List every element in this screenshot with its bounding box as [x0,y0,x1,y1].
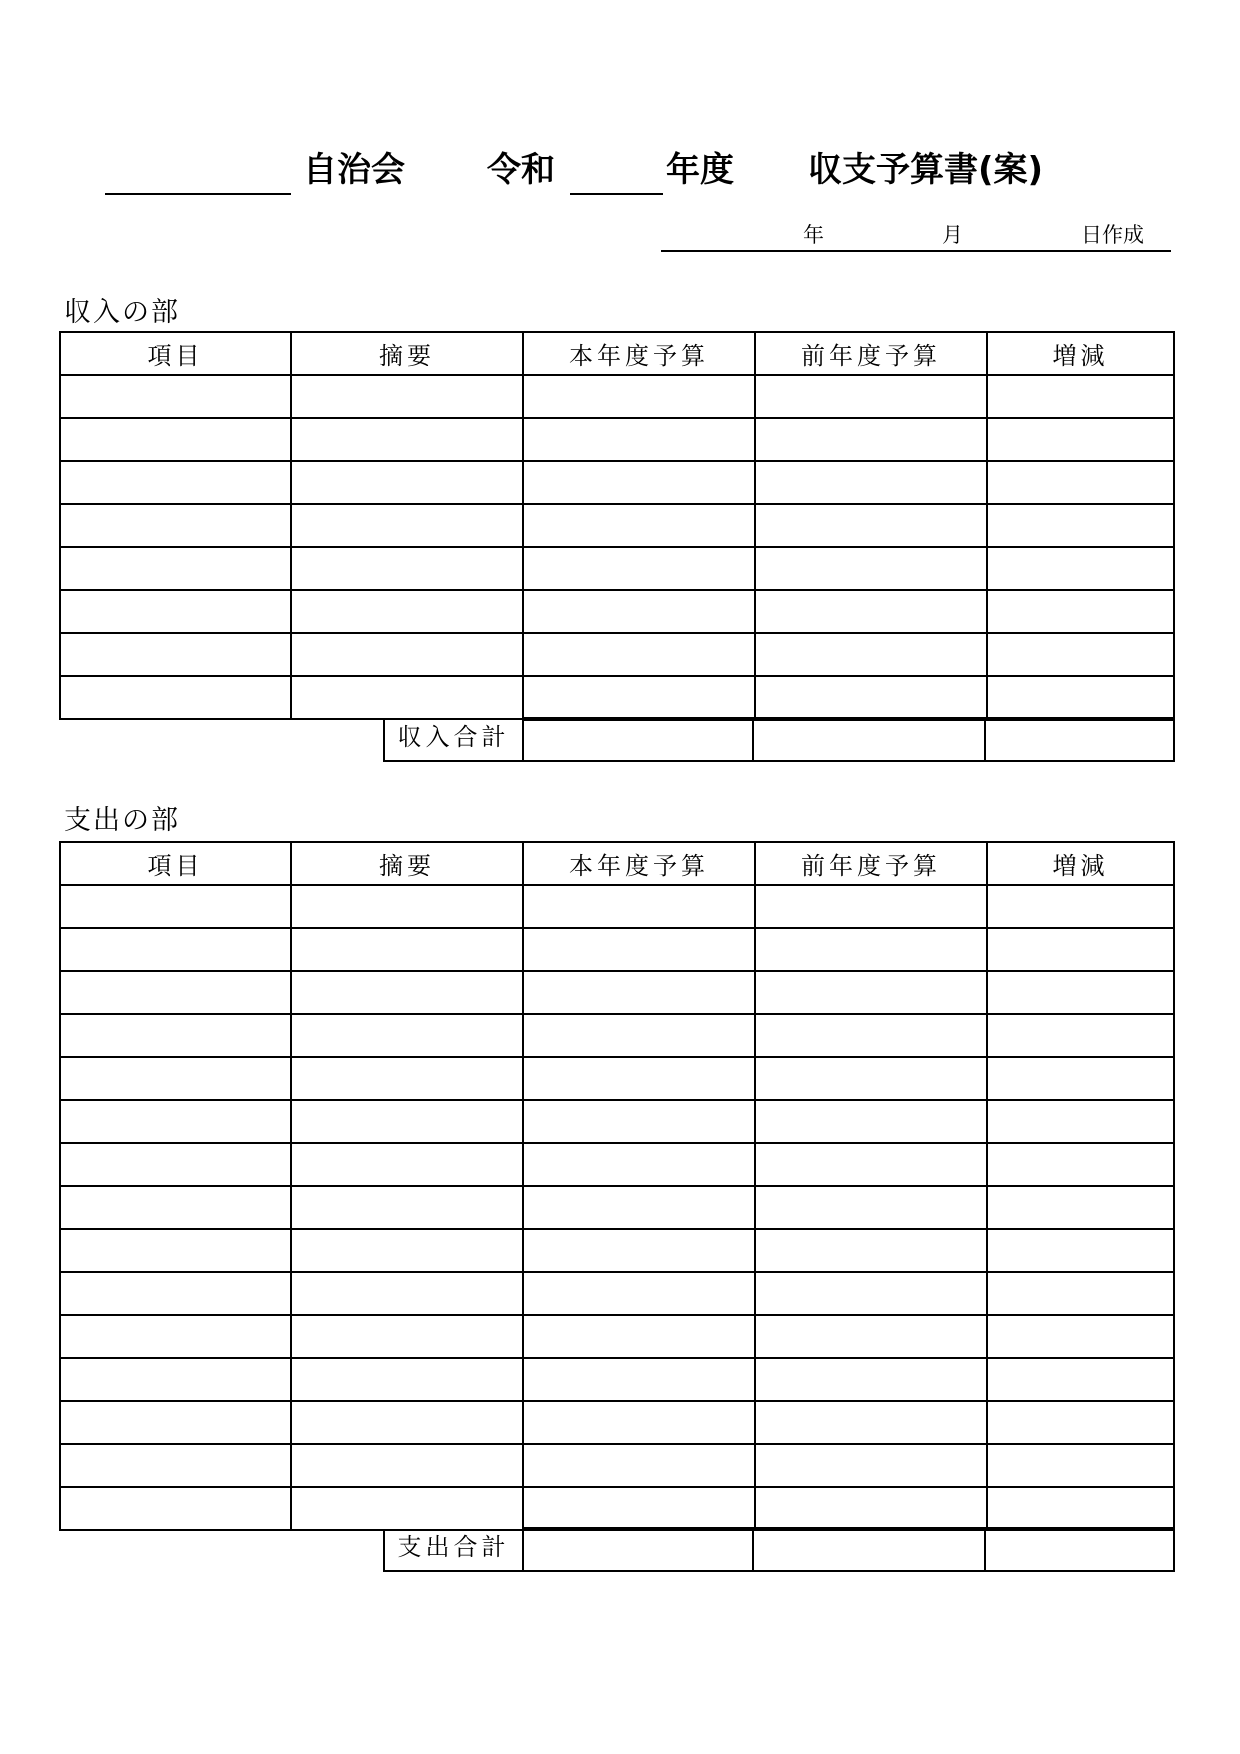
cell-change[interactable] [987,676,1174,719]
cell-current-budget[interactable] [523,1272,755,1315]
cell-item[interactable] [60,676,291,719]
cell-summary[interactable] [291,1358,523,1401]
table-row [60,633,1174,676]
col-header-previous-budget: 前年度予算 [755,842,987,885]
cell-item[interactable] [60,1057,291,1100]
cell-previous-budget[interactable] [755,461,987,504]
expense-total-row [383,1529,1175,1572]
table-row [60,1057,1174,1100]
cell-current-budget[interactable] [523,1487,755,1530]
cell-previous-budget[interactable] [755,676,987,719]
cell-summary[interactable] [291,375,523,418]
expense-total-label: 支出合計 [383,1529,522,1572]
cell-previous-budget[interactable] [755,885,987,928]
cell-summary[interactable] [291,418,523,461]
cell-current-budget[interactable] [523,461,755,504]
expense-heading: 支出の部 [64,805,180,836]
date-month-label: 月 [942,223,963,247]
title-doc-name: 収支予算書(案) [808,150,1044,190]
cell-item[interactable] [60,928,291,971]
cell-previous-budget[interactable] [755,1057,987,1100]
table-row [60,1401,1174,1444]
title-year-suffix: 年度 [666,150,734,190]
col-header-item: 項目 [60,332,291,375]
income-total-previous[interactable] [754,719,986,762]
cell-item[interactable] [60,971,291,1014]
table-row [60,1487,1174,1530]
cell-summary[interactable] [291,1272,523,1315]
cell-current-budget[interactable] [523,1143,755,1186]
col-header-current-budget: 本年度予算 [523,842,755,885]
date-created-label: 日作成 [1081,223,1144,247]
cell-current-budget[interactable] [523,547,755,590]
cell-current-budget[interactable] [523,1358,755,1401]
cell-change[interactable] [987,1487,1174,1530]
col-header-change: 増減 [987,842,1174,885]
cell-current-budget[interactable] [523,1057,755,1100]
cell-current-budget[interactable] [523,1229,755,1272]
cell-item[interactable] [60,1143,291,1186]
table-row [60,971,1174,1014]
cell-previous-budget[interactable] [755,1272,987,1315]
cell-change[interactable] [987,1143,1174,1186]
cell-summary[interactable] [291,1057,523,1100]
table-row [60,928,1174,971]
cell-change[interactable] [987,1444,1174,1487]
cell-item[interactable] [60,1358,291,1401]
cell-change[interactable] [987,1272,1174,1315]
table-row [60,547,1174,590]
cell-previous-budget[interactable] [755,928,987,971]
cell-current-budget[interactable] [523,504,755,547]
cell-current-budget[interactable] [523,418,755,461]
cell-summary[interactable] [291,1487,523,1530]
table-row [60,1143,1174,1186]
cell-summary[interactable] [291,1401,523,1444]
cell-previous-budget[interactable] [755,504,987,547]
org-name-blank[interactable] [105,193,291,195]
cell-current-budget[interactable] [523,1014,755,1057]
cell-previous-budget[interactable] [755,633,987,676]
cell-change[interactable] [987,418,1174,461]
cell-summary[interactable] [291,590,523,633]
cell-current-budget[interactable] [523,971,755,1014]
cell-change[interactable] [987,1014,1174,1057]
col-header-previous-budget: 前年度予算 [755,332,987,375]
cell-item[interactable] [60,1401,291,1444]
table-row [60,418,1174,461]
cell-summary[interactable] [291,504,523,547]
table-row [60,1272,1174,1315]
cell-item[interactable] [60,1444,291,1487]
cell-summary[interactable] [291,928,523,971]
cell-previous-budget[interactable] [755,1014,987,1057]
income-total-label: 収入合計 [383,719,522,762]
income-total-row [383,719,1175,762]
table-row [60,1315,1174,1358]
cell-item[interactable] [60,1100,291,1143]
cell-change[interactable] [987,375,1174,418]
cell-summary[interactable] [291,1143,523,1186]
cell-current-budget[interactable] [523,375,755,418]
cell-previous-budget[interactable] [755,971,987,1014]
cell-item[interactable] [60,1315,291,1358]
income-heading: 収入の部 [64,297,180,328]
cell-previous-budget[interactable] [755,1487,987,1530]
table-row [60,1444,1174,1487]
cell-current-budget[interactable] [523,928,755,971]
cell-item[interactable] [60,375,291,418]
col-header-summary: 摘要 [291,842,523,885]
cell-change[interactable] [987,1315,1174,1358]
cell-summary[interactable] [291,633,523,676]
expense-total-change[interactable] [986,1529,1175,1572]
date-underline[interactable] [661,250,1171,252]
table-row [60,504,1174,547]
year-blank[interactable] [570,193,663,195]
cell-previous-budget[interactable] [755,1143,987,1186]
table-row [60,1186,1174,1229]
cell-change[interactable] [987,547,1174,590]
cell-summary[interactable] [291,1444,523,1487]
title-org-suffix: 自治会 [303,150,405,190]
cell-item[interactable] [60,1014,291,1057]
cell-item[interactable] [60,1229,291,1272]
table-row [60,1100,1174,1143]
title-era: 令和 [487,150,555,190]
cell-change[interactable] [987,1401,1174,1444]
cell-summary[interactable] [291,1186,523,1229]
expense-total-previous[interactable] [754,1529,986,1572]
cell-previous-budget[interactable] [755,418,987,461]
cell-previous-budget[interactable] [755,590,987,633]
date-year-label: 年 [803,223,824,247]
cell-change[interactable] [987,928,1174,971]
expense-table [59,841,1175,1531]
cell-summary[interactable] [291,1229,523,1272]
table-row [60,885,1174,928]
cell-current-budget[interactable] [523,633,755,676]
cell-previous-budget[interactable] [755,1358,987,1401]
cell-item[interactable] [60,633,291,676]
expense-header-row [60,842,1174,885]
income-total-change[interactable] [986,719,1175,762]
cell-current-budget[interactable] [523,590,755,633]
cell-item[interactable] [60,461,291,504]
cell-item[interactable] [60,1186,291,1229]
cell-current-budget[interactable] [523,1444,755,1487]
cell-previous-budget[interactable] [755,1444,987,1487]
table-row [60,590,1174,633]
cell-current-budget[interactable] [523,676,755,719]
cell-change[interactable] [987,461,1174,504]
cell-current-budget[interactable] [523,1315,755,1358]
cell-item[interactable] [60,1272,291,1315]
cell-item[interactable] [60,418,291,461]
cell-change[interactable] [987,1186,1174,1229]
table-row [60,1229,1174,1272]
cell-current-budget[interactable] [523,885,755,928]
table-row [60,676,1174,719]
cell-summary[interactable] [291,971,523,1014]
col-header-summary: 摘要 [291,332,523,375]
income-header-row [60,332,1174,375]
cell-item[interactable] [60,504,291,547]
cell-change[interactable] [987,1100,1174,1143]
col-header-item: 項目 [60,842,291,885]
cell-summary[interactable] [291,1014,523,1057]
cell-previous-budget[interactable] [755,375,987,418]
cell-change[interactable] [987,971,1174,1014]
cell-change[interactable] [987,1229,1174,1272]
expense-total-current[interactable] [522,1529,754,1572]
table-row [60,461,1174,504]
cell-item[interactable] [60,1487,291,1530]
cell-current-budget[interactable] [523,1186,755,1229]
cell-change[interactable] [987,885,1174,928]
cell-summary[interactable] [291,676,523,719]
table-row [60,375,1174,418]
cell-current-budget[interactable] [523,1401,755,1444]
cell-previous-budget[interactable] [755,1401,987,1444]
income-total-current[interactable] [522,719,754,762]
cell-summary[interactable] [291,461,523,504]
cell-item[interactable] [60,590,291,633]
cell-change[interactable] [987,504,1174,547]
cell-previous-budget[interactable] [755,1100,987,1143]
col-header-change: 増減 [987,332,1174,375]
cell-change[interactable] [987,633,1174,676]
cell-change[interactable] [987,1057,1174,1100]
cell-item[interactable] [60,885,291,928]
table-row [60,1014,1174,1057]
cell-summary[interactable] [291,1100,523,1143]
cell-change[interactable] [987,590,1174,633]
col-header-current-budget: 本年度予算 [523,332,755,375]
cell-current-budget[interactable] [523,1100,755,1143]
cell-summary[interactable] [291,885,523,928]
cell-previous-budget[interactable] [755,1315,987,1358]
cell-summary[interactable] [291,547,523,590]
cell-previous-budget[interactable] [755,1229,987,1272]
cell-previous-budget[interactable] [755,547,987,590]
table-row [60,1358,1174,1401]
income-table [59,331,1175,720]
cell-previous-budget[interactable] [755,1186,987,1229]
cell-change[interactable] [987,1358,1174,1401]
cell-item[interactable] [60,547,291,590]
cell-summary[interactable] [291,1315,523,1358]
